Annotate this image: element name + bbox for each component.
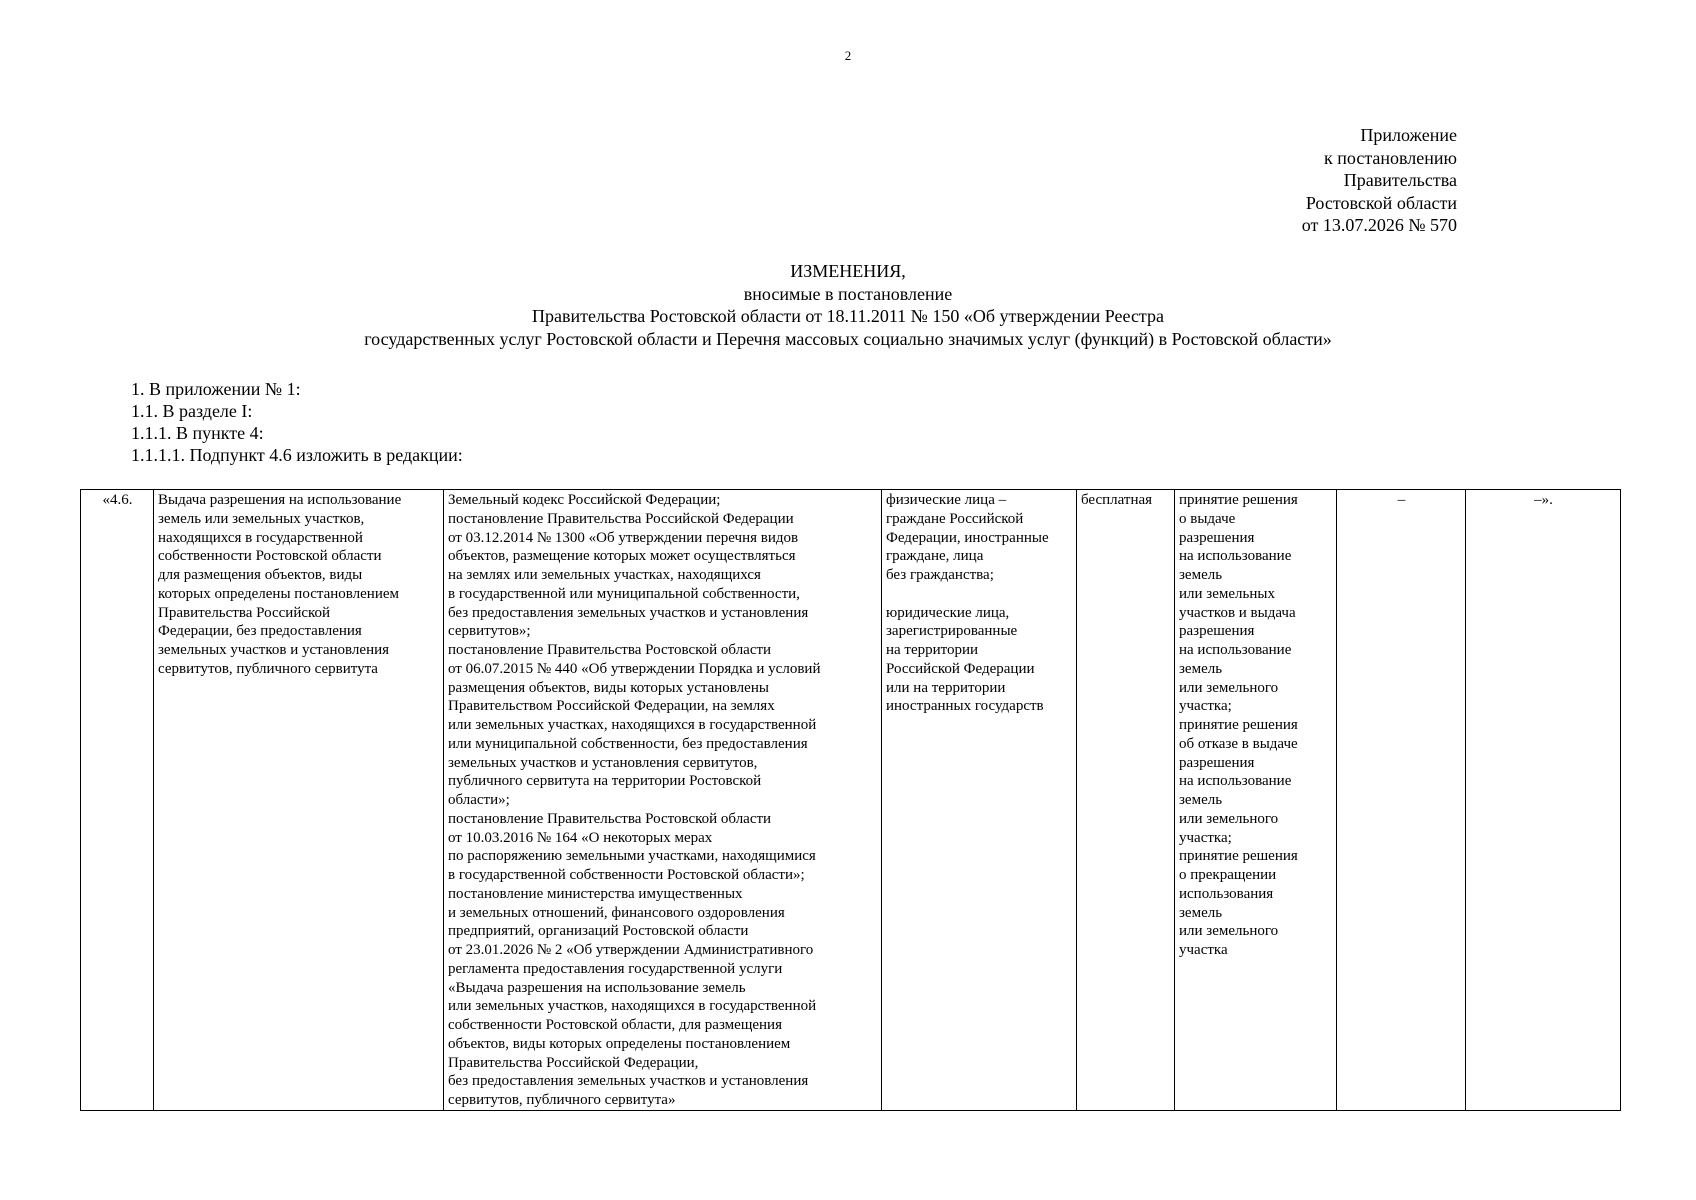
text-line: разрешения — [1179, 529, 1255, 546]
cell-fee — [1077, 490, 1175, 1111]
text-line: для размещения объектов, виды — [158, 567, 363, 583]
text-line: без гражданства; — [886, 567, 994, 583]
text-line: сервитутов, публичного сервитута» — [448, 1092, 676, 1108]
text-line: участка; — [1179, 829, 1232, 846]
appendix-line: от 13.07.2026 № 570 — [1301, 215, 1457, 235]
text-line: юридические лица, — [886, 604, 1010, 621]
text-line: земель — [1179, 904, 1223, 921]
text-line: о прекращении — [1179, 867, 1277, 883]
cell-result — [1175, 490, 1337, 1111]
text-line: или земельных участков, находящихся в государственной — [448, 998, 817, 1015]
text-line: о выдаче — [1179, 510, 1236, 527]
text-line: зарегистрированные — [886, 623, 1018, 640]
title-line: вносимые в постановление — [743, 283, 953, 304]
text-line: или на территории — [886, 679, 1006, 696]
text-line: в государственной собственности Ростовской области»; — [448, 867, 805, 883]
amendment-item: 1.1. В разделе I: — [131, 401, 253, 421]
title-line: Правительства Ростовской области от 18.11.2011 № 150 «Об утверждении Реестра — [531, 306, 1165, 326]
appendix-line: Правительства — [1343, 170, 1457, 190]
appendix-line: Ростовской области — [1305, 192, 1457, 213]
cell-legal-basis — [444, 490, 882, 1111]
text-line: объектов, размещение которых может осуществляться — [448, 548, 796, 565]
text-line: принятие решения — [1179, 717, 1298, 733]
text-line: Земельный кодекс Российской Федерации; — [448, 492, 721, 508]
text-line: и земельных отношений, финансового оздоровления — [448, 904, 785, 921]
text-line: Федерации, без предоставления — [158, 623, 362, 640]
text-line: физические лица – — [886, 492, 1007, 508]
amendment-item: 1.1.1. В пункте 4: — [131, 423, 264, 443]
text-line: предприятий, организаций Ростовской области — [448, 923, 749, 940]
text-line: принятие решения — [1179, 848, 1298, 865]
text-line: размещения объектов, виды которых установлены — [448, 679, 769, 696]
text-line: земель — [1179, 792, 1223, 808]
text-line: Правительства Российской — [158, 604, 331, 621]
text-line: Правительства Российской Федерации, — [448, 1054, 699, 1071]
text-line: постановление министерства имущественных — [448, 885, 743, 902]
text-line: постановление Правительства Ростовской области — [448, 810, 772, 827]
text-line: земельных участков и установления — [158, 642, 390, 658]
text-line: разрешения — [1179, 623, 1255, 640]
amendment-item: 1.1.1.1. Подпункт 4.6 изложить в редакции: — [131, 445, 463, 465]
text-line: сервитутов»; — [448, 623, 531, 640]
cell-col8 — [1337, 490, 1466, 1111]
document-title — [170, 260, 1526, 350]
table-row — [81, 490, 1621, 1111]
text-line: принятие решения — [1179, 492, 1298, 508]
text-line: от 06.07.2015 № 440 «Об утверждении Порядка и условий — [448, 660, 821, 677]
text-line: на использование — [1179, 548, 1292, 565]
text-line: постановление Правительства Ростовской области — [448, 642, 772, 658]
text-line: Правительством Российской Федерации, на землях — [448, 698, 775, 715]
legal-basis-text — [448, 491, 878, 1110]
cell-col9 — [1466, 490, 1621, 1111]
text-line: по распоряжению земельными участками, находящимися — [448, 848, 816, 865]
item-number: «4.6. — [102, 492, 133, 508]
text-line: без предоставления земельных участков и установления — [448, 604, 809, 621]
dash-text: – — [1397, 492, 1406, 508]
text-line: иностранных государств — [886, 698, 1044, 715]
text-line: граждане Российской — [886, 510, 1024, 527]
cell-service-name — [154, 490, 444, 1111]
text-line: или земельных — [1179, 585, 1275, 602]
text-line: без предоставления земельных участков и установления — [448, 1073, 809, 1090]
text-line: земель — [1179, 567, 1223, 583]
text-line: земель — [1179, 660, 1223, 677]
dash-close-text: –». — [1534, 492, 1553, 508]
amendment-items — [131, 378, 463, 466]
text-line: регламента предоставления государственной услуги — [448, 960, 783, 977]
text-line: от 10.03.2016 № 164 «О некоторых мерах — [448, 829, 713, 846]
text-line: области»; — [448, 792, 510, 808]
text-line: публичного сервитута на территории Ростовской — [448, 773, 762, 790]
fee-text: бесплатная — [1081, 492, 1153, 508]
appendix-line: к постановлению — [1324, 147, 1457, 168]
text-line: на использование — [1179, 642, 1292, 658]
text-line: «Выдача разрешения на использование земель — [448, 979, 746, 996]
text-line: от 03.12.2014 № 1300 «Об утверждении перечня видов — [448, 529, 799, 546]
cell-applicants — [882, 490, 1077, 1111]
title-line: государственных услуг Ростовской области и Перечня массовых социально значимых услуг (функций) в Ростовской области» — [364, 328, 1332, 349]
text-line: или земельных участках, находящихся в государственной — [448, 717, 817, 733]
text-line: объектов, виды которых определены постановлением — [448, 1035, 791, 1052]
page-number: 2 — [844, 48, 852, 63]
text-line: от 23.01.2026 № 2 «Об утверждении Административного — [448, 942, 814, 958]
cell-number — [81, 490, 154, 1111]
appendix-header — [1137, 124, 1457, 237]
text-line: постановление Правительства Российской Федерации — [448, 510, 794, 527]
registry-table — [80, 489, 1621, 1111]
text-line: разрешения — [1179, 754, 1255, 771]
text-line: или земельного — [1179, 679, 1279, 696]
text-line: или земельного — [1179, 923, 1279, 940]
text-line: находящихся в государственной — [158, 529, 363, 546]
text-line: земель или земельных участков, — [158, 510, 365, 527]
text-line: Федерации, иностранные — [886, 529, 1049, 546]
appendix-line: Приложение — [1360, 125, 1457, 145]
text-line: или земельного — [1179, 810, 1279, 827]
text-line: собственности Ростовской области, для размещения — [448, 1017, 782, 1033]
applicants-individuals — [886, 491, 1073, 585]
applicants-legal-entities — [886, 604, 1073, 717]
text-line: Выдача разрешения на использование — [158, 492, 402, 508]
text-line: об отказе в выдаче — [1179, 735, 1298, 752]
text-line: Российской Федерации — [886, 660, 1035, 677]
text-line: на землях или земельных участках, находящихся — [448, 567, 761, 583]
text-line: граждане, лица — [886, 548, 984, 565]
text-line: сервитутов, публичного сервитута — [158, 660, 378, 677]
result-text — [1179, 491, 1333, 960]
text-line: собственности Ростовской области — [158, 548, 382, 565]
service-name-text — [158, 491, 440, 679]
text-line: на территории — [886, 642, 979, 658]
text-line: на использование — [1179, 773, 1292, 790]
text-line: участков и выдача — [1179, 604, 1296, 621]
text-line: в государственной или муниципальной собственности, — [448, 585, 800, 602]
title-line: ИЗМЕНЕНИЯ, — [790, 261, 906, 281]
text-line: или муниципальной собственности, без предоставления — [448, 735, 808, 752]
text-line: земельных участков и установления сервитутов, — [448, 754, 758, 771]
text-line: которых определены постановлением — [158, 585, 400, 602]
text-line: участка; — [1179, 698, 1232, 715]
text-line: использования — [1179, 885, 1274, 902]
text-line: участка — [1179, 942, 1228, 958]
amendment-item: 1. В приложении № 1: — [131, 379, 301, 399]
